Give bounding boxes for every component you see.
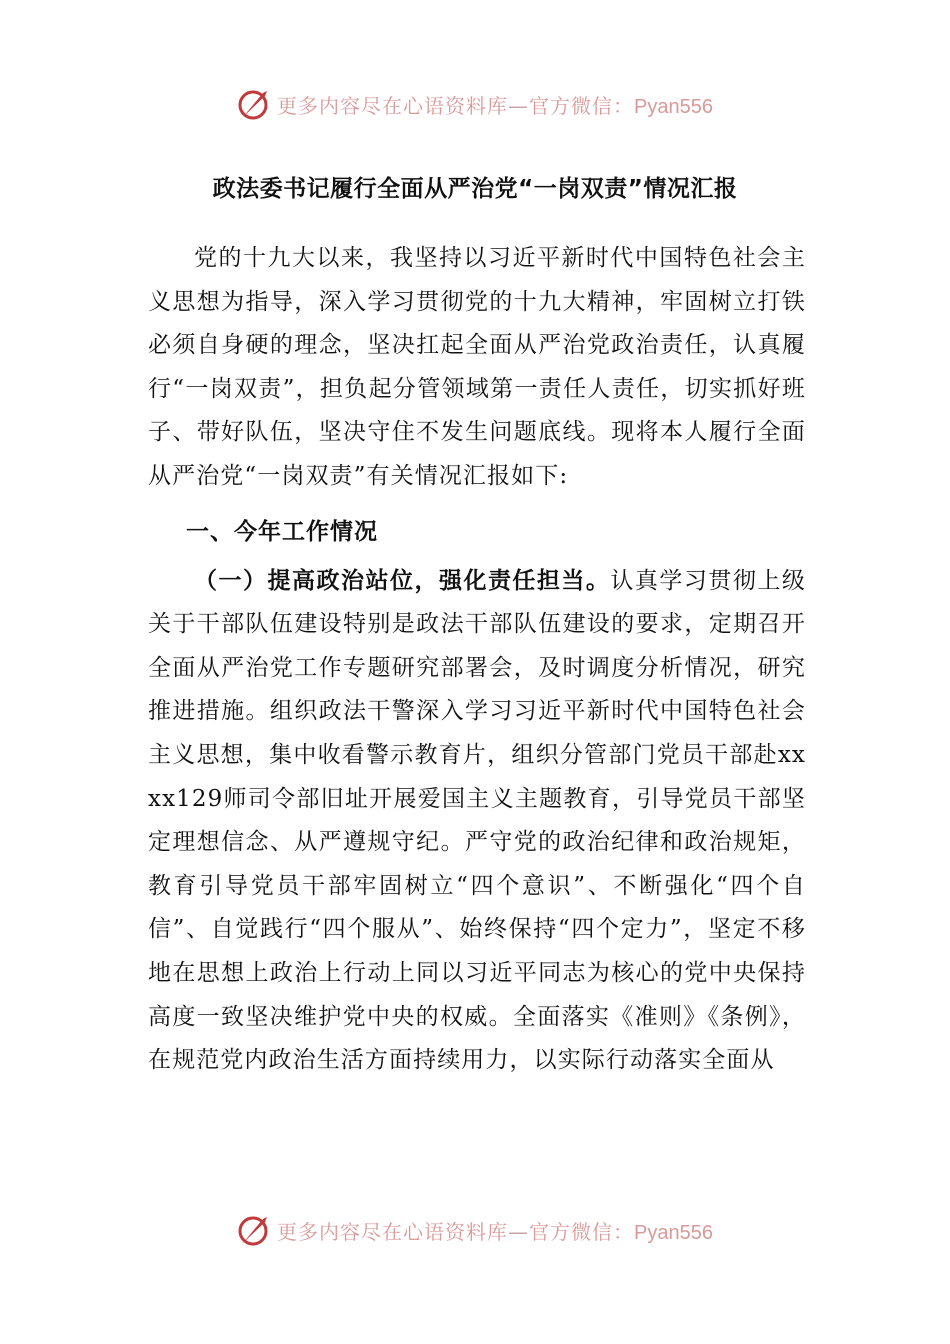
- intro-paragraph: 党的十九大以来，我坚持以习近平新时代中国特色社会主义思想为指导，深入学习贯彻党的十九大精神，牢固树立打铁必须自身硬的理念，坚决扛起全面从严治党政治责任，认真履行“一岗双责”，担负起分管领域第一责任人责任，切实抓好班子、带好队伍，坚决守住不发生问题底线。现将本人履行全面从严治党“一岗双责”有关情况汇报如下:: [148, 245, 806, 489]
- item-lead: （一）提高政治站位，强化责任担当。: [194, 567, 611, 594]
- quill-logo-icon: [237, 87, 271, 121]
- footer-watermark: [0, 1210, 950, 1250]
- document-title: 政法委书记履行全面从严治党“一岗双责”情况汇报: [212, 176, 738, 202]
- item-body: 认真学习贯彻上级关于干部队伍建设特别是政法干部队伍建设的要求，定期召开全面从严治党工作专题研究部署会，及时调度分析情况，研究推进措施。组织政法干警深入学习习近平新时代中国特色社会主义思想，集中收看警示教育片，组织分管部门党员干部赴xxxx129师司令部旧址开展爱国主义主题教育，引导党员干部坚定理想信念、从严遵规守纪。严守党的政治纪律和政治规矩，教育引导党员干部牢固树立“四个意识”、不断强化“四个自信”、自觉践行“四个服从”、始终保持“四个定力”，坚定不移地在思想上政治上行动上同以习近平同志为核心的党中央保持高度一致坚决维护党中央的权威。全面落实《准则》《条例》，在规范党内政治生活方面持续用力，以实际行动落实全面从: [148, 567, 806, 1074]
- document-body: [148, 237, 806, 1083]
- header-watermark: [0, 84, 950, 124]
- watermark-text: 更多内容尽在心语资料库—官方微信：Pyan556: [277, 1219, 713, 1244]
- section-heading: 一、今年工作情况: [186, 518, 378, 545]
- item-paragraph: [148, 560, 806, 1083]
- quill-logo-icon: [237, 1213, 271, 1247]
- watermark-text: 更多内容尽在心语资料库—官方微信：Pyan556: [277, 93, 713, 118]
